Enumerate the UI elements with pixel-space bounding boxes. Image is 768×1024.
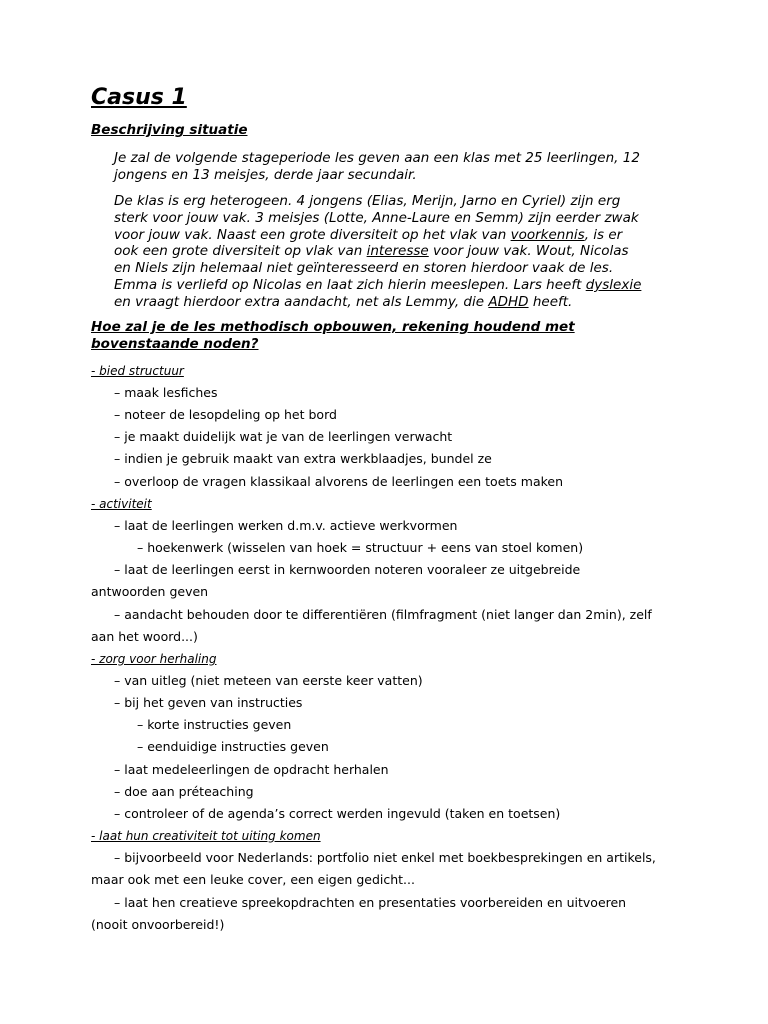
list-item: – overloop de vragen klassikaal alvorens de leerlingen een toets maken xyxy=(114,474,564,489)
list-item: – korte instructies geven xyxy=(137,717,292,732)
list-item: – hoekenwerk (wisselen van hoek = structuur + eens van stoel komen) xyxy=(137,540,584,555)
keyword-dyslexie: dyslexie xyxy=(585,276,642,293)
list-item: – noteer de lesopdeling op het bord xyxy=(114,407,337,422)
list-item: – maak lesfiches xyxy=(114,385,218,400)
list-item: – laat de leerlingen werken d.m.v. actieve werkvormen xyxy=(114,518,458,533)
section-herhaling: - zorg voor herhaling xyxy=(91,652,217,666)
list-item: – je maakt duidelijk wat je van de leerlingen verwacht xyxy=(114,429,453,444)
list-item: – controleer of de agenda’s correct werden ingevuld (taken en toetsen) xyxy=(114,806,561,821)
para2-text-4: en vraagt hierdoor extra aandacht, net als Lemmy, die xyxy=(114,293,485,310)
question-line-2: bovenstaande noden? xyxy=(91,336,259,352)
section-activiteit: - activiteit xyxy=(91,497,152,511)
list-item: – laat hen creatieve spreekopdrachten en presentaties voorbereiden en uitvoeren xyxy=(114,895,627,910)
keyword-voorkennis: voorkennis xyxy=(510,226,585,243)
list-item: – aandacht behouden door te differentiëren (filmfragment (niet langer dan 2min), zelf xyxy=(114,607,652,622)
list-item-continuation: (nooit onvoorbereid!) xyxy=(91,917,225,932)
list-item-continuation: maar ook met een leuke cover, een eigen gedicht... xyxy=(91,872,415,887)
list-item: – bijvoorbeeld voor Nederlands: portfolio niet enkel met boekbesprekingen en artikels, xyxy=(114,850,656,865)
situation-paragraph-2 xyxy=(114,193,684,311)
keyword-adhd: ADHD xyxy=(488,293,529,310)
list-item-continuation: aan het woord...) xyxy=(91,629,198,644)
document-title: Casus 1 xyxy=(91,85,187,110)
question-line-1: Hoe zal je de les methodisch opbouwen, rekening houdend met xyxy=(91,319,575,335)
list-item: – laat medeleerlingen de opdracht herhalen xyxy=(114,762,389,777)
list-item: – eenduidige instructies geven xyxy=(137,739,329,754)
para2-text-5: heeft. xyxy=(528,293,573,310)
section-structuur: - bied structuur xyxy=(91,364,184,378)
list-item: – indien je gebruik maakt van extra werkblaadjes, bundel ze xyxy=(114,451,492,466)
list-item: – bij het geven van instructies xyxy=(114,695,303,710)
situation-heading: Beschrijving situatie xyxy=(91,122,248,138)
section-creativiteit: - laat hun creativiteit tot uiting komen xyxy=(91,829,321,843)
list-item: – van uitleg (niet meteen van eerste keer vatten) xyxy=(114,673,423,688)
para2-text-3: voor jouw vak. Wout, Nicolas en Niels zijn helemaal niet geïnteresseerd en storen hierdoor vaak de les. Emma is verliefd op Nicolas en laat zich hierin meeslepen. Lars heeft xyxy=(114,243,629,293)
para2-text-1: De klas is erg heterogeen. 4 jongens (Elias, Merijn, Jarno en Cyriel) zijn erg sterk voor jouw vak. 3 meisjes (Lotte, Anne-Laure en Semm) zijn eerder zwak voor jouw vak. Naast een grote diversiteit op het vlak van xyxy=(114,193,639,243)
situation-paragraph-1: Je zal de volgende stageperiode les geven aan een klas met 25 leerlingen, 12 jongens en 13 meisjes, derde jaar secundair. xyxy=(114,150,640,183)
list-item: – doe aan préteaching xyxy=(114,784,254,799)
list-item-continuation: antwoorden geven xyxy=(91,584,209,599)
keyword-interesse: interesse xyxy=(366,243,429,260)
list-item: – laat de leerlingen eerst in kernwoorden noteren vooraleer ze uitgebreide xyxy=(114,562,581,577)
para2-text-2: , is er ook een grote diversiteit op vlak van xyxy=(114,226,623,260)
question-heading xyxy=(91,319,651,353)
